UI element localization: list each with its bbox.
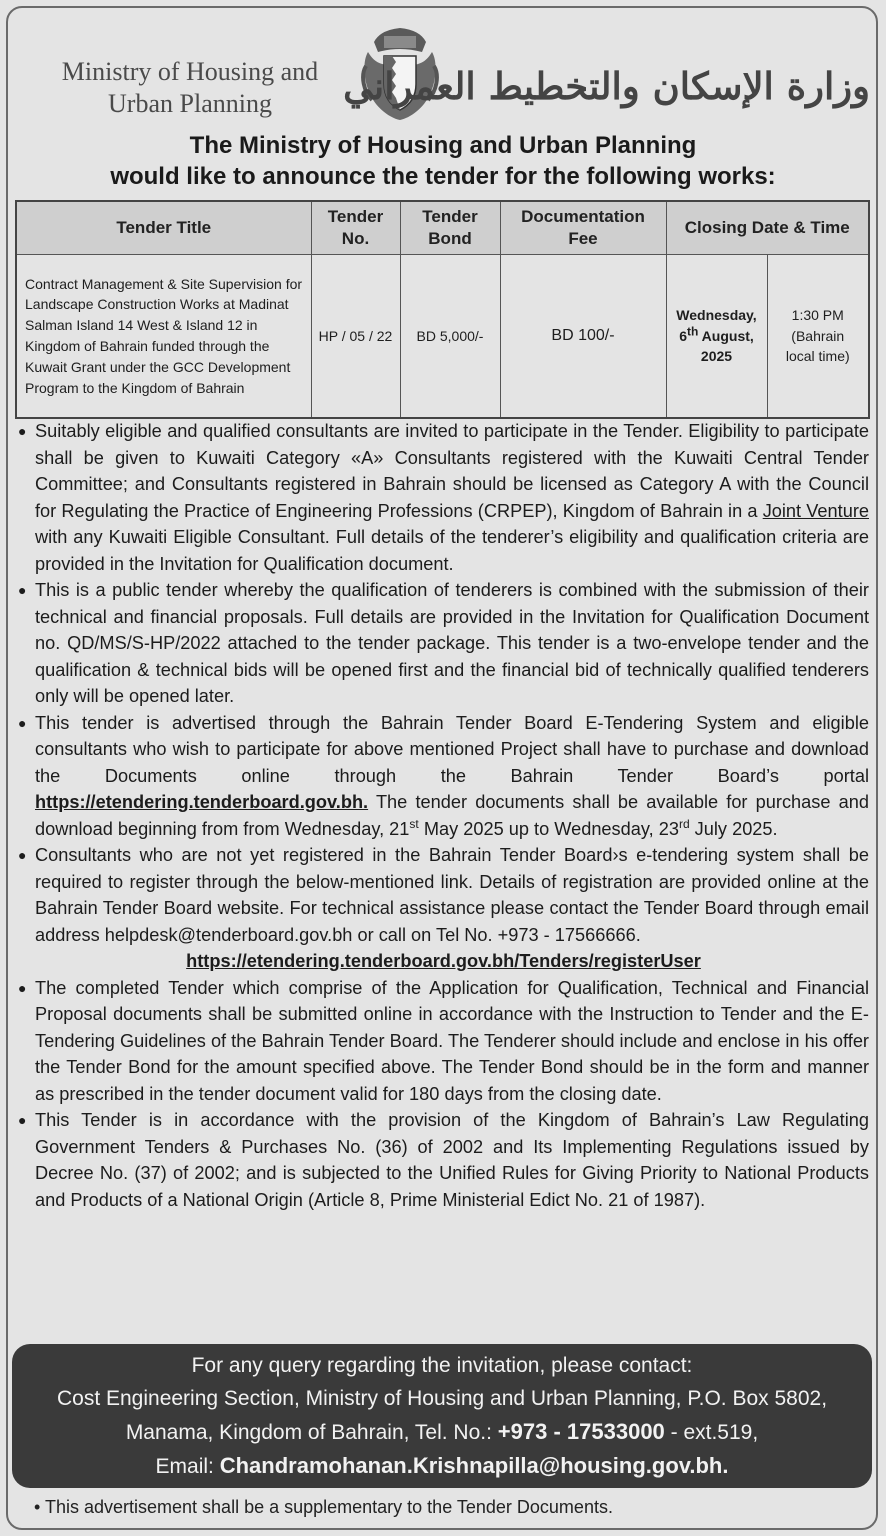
footnote: • This advertisement shall be a supplementary to the Tender Documents. — [34, 1497, 613, 1517]
tender-bond-cell: BD 5,000/- — [400, 255, 500, 419]
list-item: ● The completed Tender which comprise of the Application for Qualification, Technical and Financial Proposal documents shall be submitted online in accordance with the Instruction to Tender and the E-Tendering Guidelines of the Bahrain Tender Board. The Tenderer should include and enclose in his offer the Tender Bond for the amount specified above. The Tender Bond should be in the form and manner as prescribed in the tender document valid for 180 days from the closing date. — [18, 975, 869, 1108]
headline: The Ministry of Housing and Urban Planning would like to announce the tender for the following works: — [110, 132, 776, 190]
joint-venture-text: Joint Venture — [762, 500, 869, 521]
conditions-list — [18, 418, 869, 1213]
closing-date-cell: Wednesday, 6th August, 2025 — [666, 255, 767, 419]
bullet-icon: ● — [18, 423, 27, 439]
bullet-icon: • — [34, 1497, 45, 1517]
documentation-fee-cell: BD 100/- — [500, 255, 666, 419]
tender-no-cell: HP / 05 / 22 — [311, 255, 400, 419]
contact-email[interactable]: Chandramohanan.Krishnapilla@housing.gov.bh. — [219, 1453, 729, 1478]
bullet-icon: ● — [18, 714, 27, 731]
list-item: ● Consultants who are not yet registered in the Bahrain Tender Board›s e-tendering system shall be required to register through the below-mentioned link. Details of registration are provided online at the Bahrain Tender Board website. For technical assistance please contact the Tender Board through email address helpdesk@tenderboard.gov.bh or call on Tel No. +973 - 17566666. — [18, 842, 869, 948]
table-header-row — [16, 201, 869, 255]
list-item: ● This tender is advertised through the Bahrain Tender Board E-Tendering System and eligible consultants who wish to participate for above mentioned Project shall have to purchase and download the Documents online through the Bahrain Tender Board’s portal https://etendering.tenderboard.gov.bh. The tender documents shall be available for purchase and download beginning from from Wednesday, 21st May 2025 up to Wednesday, 23rd July 2025. — [18, 710, 869, 843]
list-item: ● Suitably eligible and qualified consultants are invited to participate in the Tender. Eligibility to participate shall be given to Kuwaiti Category «A» Consultants registered with the Kuwaiti Central Tender Committee; and Consultants registered in Bahrain should be licensed as Category A with the Council for Regulating the Practice of Engineering Professions (CRPEP), Kingdom of Bahrain in a Joint Venture with any Kuwaiti Eligible Consultant. Full details of the tenderer’s eligibility and qualification criteria are provided in the Invitation for Qualification document. — [18, 418, 869, 577]
contact-box: For any query regarding the invitation, please contact: Cost Engineering Section, Ministry of Housing and Urban Planning, P.O. Box 5802, Manama, Kingdom of Bahrain, Tel. No.: +973 - 17533000 - ext.519, Email: Chandramohanan.Krishnapilla@housing.gov.bh. — [12, 1344, 872, 1488]
closing-time-cell: 1:30 PM (Bahrain local time) — [767, 255, 869, 419]
list-item: ● This is a public tender whereby the qualification of tenderers is combined with the submission of their technical and financial proposals. Full details are provided in the Invitation for Qualification Document no. QD/MS/S-HP/2022 attached to the tender package. This tender is a two-envelope tender and the qualification & technical bids will be opened first and the financial bid of technically qualified tenderers only will be opened later. — [18, 577, 869, 710]
header-tender-bond: Tender Bond — [400, 201, 500, 255]
bullet-icon: ● — [18, 582, 27, 598]
ministry-arabic-name: وزارة الإسكان والتخطيط العمراني — [343, 64, 870, 108]
table-row — [16, 255, 869, 419]
tender-title-cell: Contract Management & Site Supervision for Landscape Construction Works at Madinat Salman Island 14 West & Island 12 in Kingdom of Bahrain funded through the Kuwait Grant under the GCC Development Program to the Kingdom of Bahrain — [16, 255, 311, 419]
list-item: ● This Tender is in accordance with the provision of the Kingdom of Bahrain’s Law Regulating Government Tenders & Purchases No. (36) of 2002 and Its Implementing Regulations issued by Decree No. (37) of 2002; and is subjected to the Unified Rules for Giving Priority to National Products and Products of a National Origin (Article 8, Prime Ministerial Edict No. 21 of 1987). — [18, 1107, 869, 1213]
header-tender-no: Tender No. — [311, 201, 400, 255]
header-closing-date: Closing Date & Time — [666, 201, 869, 255]
register-user-link[interactable]: https://etendering.tenderboard.gov.bh/Tenders/registerUser — [186, 951, 701, 971]
header — [0, 18, 886, 128]
bullet-icon: ● — [18, 847, 27, 863]
bullet-icon: ● — [18, 979, 27, 996]
header-tender-title: Tender Title — [16, 201, 311, 255]
bullet-icon: ● — [18, 1112, 27, 1128]
etendering-portal-link[interactable]: https://etendering.tenderboard.gov.bh. — [35, 792, 369, 812]
ministry-english-name: Ministry of Housing and Urban Planning — [61, 57, 319, 118]
header-documentation-fee: Documentation Fee — [500, 201, 666, 255]
contact-phone: +973 - 17533000 — [497, 1419, 665, 1444]
tender-table — [15, 200, 870, 419]
